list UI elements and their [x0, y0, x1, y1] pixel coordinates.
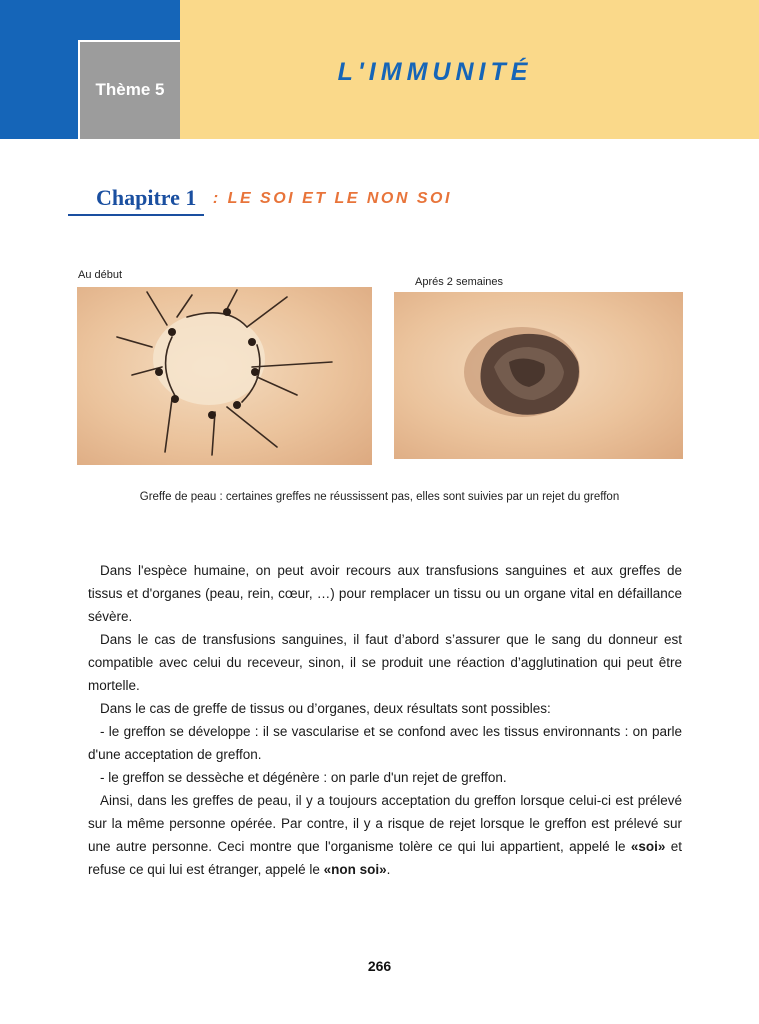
paragraph: Dans l'espèce humaine, on peut avoir recours aux transfusions sanguines et aux greffes de tissus et d'organes (peau, rein, cœur, …) pour remplacer un tissu ou un organe vital en défaillance sévère. [88, 563, 682, 624]
paragraph: Dans le cas de greffe de tissus ou d’organes, deux résultats sont possibles: [100, 701, 551, 716]
chapter-heading [68, 185, 452, 215]
body-text [88, 559, 682, 881]
skin-graft-photo-after [394, 292, 683, 459]
figure-caption: Greffe de peau : certaines greffes ne réussissent pas, elles sont suivies par un rejet du greffon [139, 491, 620, 503]
chapter-number: Chapitre 1 [68, 185, 204, 216]
page-number: 266 [367, 958, 392, 974]
paragraph [88, 789, 682, 881]
theme-box [78, 40, 180, 139]
chapter-name: : LE SOI ET LE NON SOI [212, 190, 452, 207]
photo-label-before: Au début [78, 269, 123, 281]
paragraph: - le greffon se dessèche et dégénère : on parle d'un rejet de greffon. [100, 770, 507, 785]
paragraph-text: . [386, 862, 391, 877]
paragraph-text: et refuse ce qui lui est étranger, appelé le [88, 839, 682, 877]
paragraph: Dans le cas de transfusions sanguines, il faut d’abord s’assurer que le sang du donneur est compatible avec celui du receveur, sinon, il se produit une réaction d’agglutination qui peut être mortelle. [88, 632, 682, 693]
theme-label: Thème 5 [95, 80, 165, 99]
skin-graft-photo-start [77, 287, 372, 465]
page-title: L'IMMUNITÉ [337, 58, 533, 86]
term-soi: «soi» [630, 839, 666, 854]
paragraph: - le greffon se développe : il se vascularise et se confond avec les tissus environnants : on parle d'une acceptation de greffon. [88, 724, 682, 762]
term-non-soi: «non soi» [323, 862, 387, 877]
photo-label-after: Aprés 2 semaines [415, 276, 504, 288]
paragraph-text: Ainsi, dans les greffes de peau, il y a toujours acceptation du greffon lorsque celui-ci est prélevé sur la même personne opérée. Par contre, il y a risque de rejet lorsque le greffon est prélevé sur une autre personne. Ceci montre que l'organisme tolère ce qui lui appartient, appelé le [88, 793, 682, 854]
